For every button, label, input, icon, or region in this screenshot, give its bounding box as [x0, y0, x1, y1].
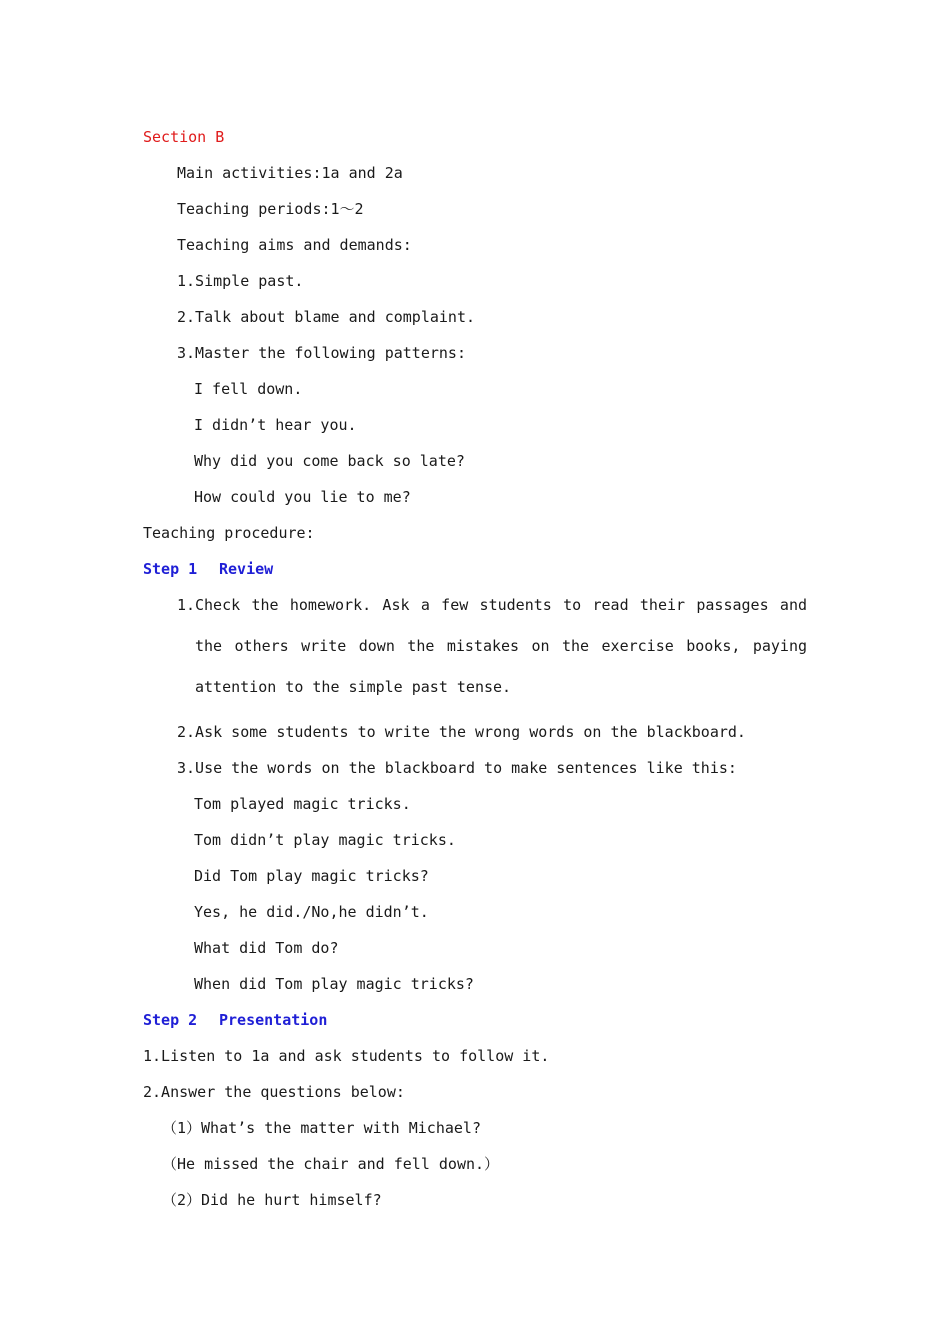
- step2-item1: 1.Listen to 1a and ask students to follow it.: [143, 1047, 550, 1065]
- step1-item1-text: Check the homework. Ask a few students to read their passages and the others write down the mistakes on the exercise books, paying attention to the simple past tense.: [195, 596, 807, 696]
- main-activities: Main activities:1a and 2a: [177, 164, 403, 182]
- step1-title: Review: [219, 560, 274, 578]
- example-sentence: Tom didn’t play magic tricks.: [194, 831, 456, 849]
- pattern-item: I fell down.: [194, 380, 303, 398]
- section-title: Section B: [143, 128, 225, 146]
- step1-item3: 3.Use the words on the blackboard to make sentences like this:: [177, 759, 737, 777]
- procedure-label: Teaching procedure:: [143, 524, 315, 542]
- question-item: （1）What’s the matter with Michael?: [162, 1119, 481, 1137]
- teaching-periods: Teaching periods:1～2: [177, 200, 364, 218]
- step1-item2: 2.Ask some students to write the wrong words on the blackboard.: [177, 723, 746, 741]
- step2-item2: 2.Answer the questions below:: [143, 1083, 405, 1101]
- example-sentence: Yes, he did./No,he didn’t.: [194, 903, 429, 921]
- aim-item: 2.Talk about blame and complaint.: [177, 308, 476, 326]
- teaching-aims-heading: Teaching aims and demands:: [177, 236, 412, 254]
- pattern-item: Why did you come back so late?: [194, 452, 465, 470]
- example-sentence: Tom played magic tricks.: [194, 795, 411, 813]
- question-item: （2）Did he hurt himself?: [162, 1191, 382, 1209]
- pattern-item: I didn’t hear you.: [194, 416, 357, 434]
- step1-item1: [177, 585, 807, 708]
- answer-item: （He missed the chair and fell down.）: [162, 1155, 500, 1173]
- step2-title: Presentation: [219, 1011, 328, 1029]
- example-sentence: What did Tom do?: [194, 939, 339, 957]
- step2-label: Step 2: [143, 1011, 198, 1029]
- step1-label: Step 1: [143, 560, 198, 578]
- aim-item: 1.Simple past.: [177, 272, 304, 290]
- aim-item: 3.Master the following patterns:: [177, 344, 466, 362]
- example-sentence: When did Tom play magic tricks?: [194, 975, 474, 993]
- step1-item1-number: 1.: [177, 596, 196, 614]
- pattern-item: How could you lie to me?: [194, 488, 411, 506]
- example-sentence: Did Tom play magic tricks?: [194, 867, 429, 885]
